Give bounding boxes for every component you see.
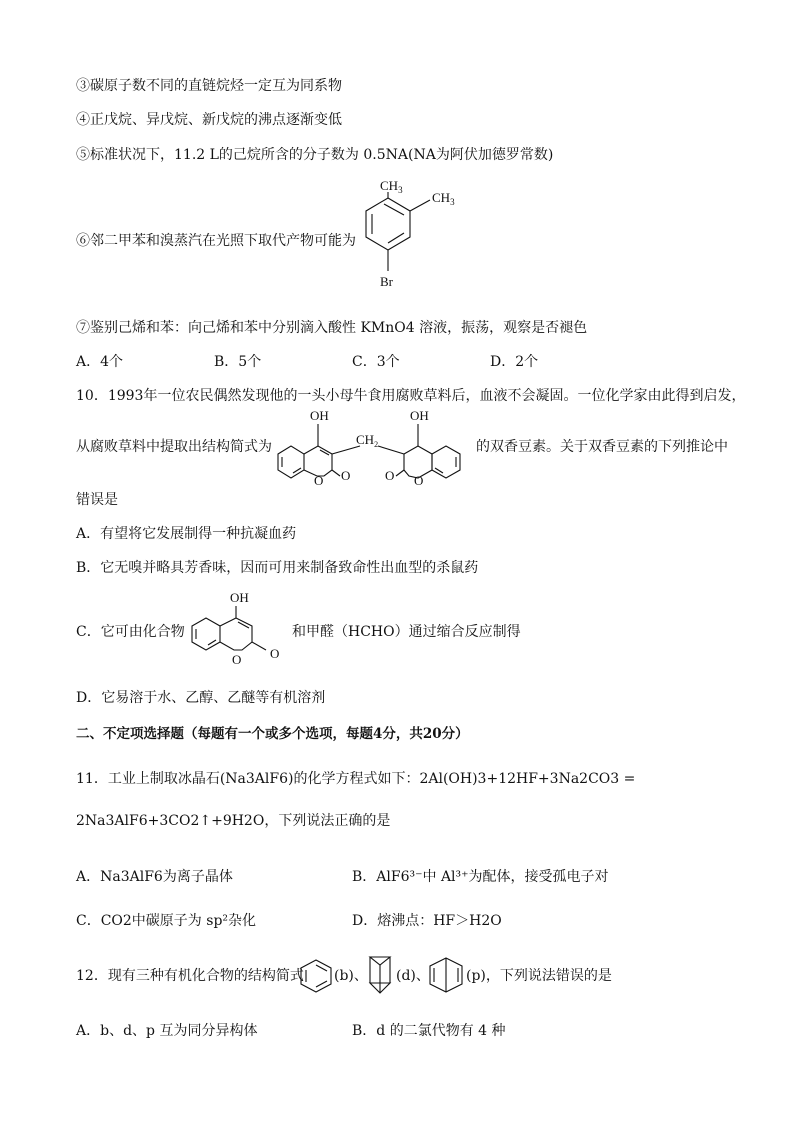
- statement-6: ⑥邻二甲苯和溴蒸汽在光照下取代产物可能为: [76, 233, 356, 249]
- q11-line1: 11．工业上制取冰晶石(Na3AlF6)的化学方程式如下：2Al(OH)3+12HF+3Na2CO3 =: [76, 771, 636, 787]
- q10-option-d[interactable]: D．它易溶于水、乙醇、乙醚等有机溶剂: [76, 690, 326, 706]
- q12-p-label: (p)，下列说法错误的是: [466, 968, 612, 984]
- q9-option-d[interactable]: D．2个: [490, 354, 539, 370]
- o-ring-label-right: O: [414, 473, 424, 486]
- q10-option-c-after: 和甲醛（HCHO）通过缩合反应制得: [292, 624, 521, 640]
- dicoumarol-structure: [268, 406, 474, 486]
- ch3-right-label: $CH_3$: [432, 190, 455, 207]
- statement-3: ③碳原子数不同的直链烷烃一定互为同系物: [76, 78, 342, 94]
- statement-4: ④正戊烷、异戊烷、新戊烷的沸点逐渐变低: [76, 112, 342, 128]
- oh-label-right: OH: [410, 408, 429, 423]
- statement-5: ⑤标准状况下，11.2 L的己烷所含的分子数为 0.5NA(NA为阿伏加德罗常数): [76, 147, 554, 163]
- prismane-icon: [364, 953, 396, 997]
- br-label: Br: [380, 274, 393, 289]
- o-carbonyl-label: O: [270, 646, 280, 661]
- q12-option-b[interactable]: B．d 的二氯代物有 4 种: [352, 1023, 506, 1039]
- q9-option-a[interactable]: A．4个: [76, 354, 124, 370]
- q10-line1: 10．1993年一位农民偶然发现他的一头小母牛食用腐败草料后，血液不会凝固。一位化学家由此得到启发，: [76, 388, 746, 404]
- oh-label-left: OH: [310, 408, 329, 423]
- section-2-heading: 二、不定项选择题（每题有一个或多个选项，每题4分，共20分）: [76, 726, 469, 742]
- statement-7: ⑦鉴别己烯和苯：向己烯和苯中分别滴入酸性 KMnO4 溶液，振荡，观察是否褪色: [76, 320, 588, 336]
- q12-stem: 12．现有三种有机化合物的结构简式: [76, 968, 304, 984]
- q10-line2-before: 从腐败草料中提取出结构简式为: [76, 439, 272, 455]
- q10-option-b[interactable]: B．它无嗅并略具芳香味，因而可用来制备致命性出血型的杀鼠药: [76, 560, 479, 576]
- q10-line2-after: 的双香豆素。关于双香豆素的下列推论中: [476, 439, 728, 455]
- q11-line2: 2Na3AlF6+3CO2↑+9H2O，下列说法正确的是: [76, 813, 391, 829]
- ch2-label: $CH_2$: [356, 432, 379, 449]
- hydroxycoumarin-structure: [182, 590, 292, 672]
- ch3-top-label: $CH_3$: [380, 178, 403, 195]
- o-carbonyl-label-right: O: [385, 468, 395, 483]
- q11-option-d[interactable]: D．熔沸点：HF＞H2O: [352, 913, 502, 929]
- q11-option-b[interactable]: B．AlF6³⁻中 Al³⁺为配体，接受孤电子对: [352, 869, 609, 885]
- bromo-xylene-structure: [352, 178, 472, 303]
- q9-option-c[interactable]: C．3个: [352, 354, 400, 370]
- q10-option-a[interactable]: A．有望将它发展制得一种抗凝血药: [76, 526, 297, 542]
- q12-option-a[interactable]: A．b、d、p 互为同分异构体: [76, 1023, 258, 1039]
- q9-option-b[interactable]: B．5个: [214, 354, 262, 370]
- q10-option-c-before[interactable]: C．它可由化合物: [76, 624, 185, 640]
- q12-d-label: (d)、: [396, 968, 430, 984]
- q12-b-label: (b)、: [334, 968, 368, 984]
- q11-option-a[interactable]: A．Na3AlF6为离子晶体: [76, 869, 233, 885]
- o-carbonyl-label-left: O: [341, 468, 351, 483]
- dewar-benzene-icon: [426, 955, 466, 995]
- o-ring-label: O: [232, 652, 242, 667]
- q10-line3: 错误是: [76, 492, 118, 508]
- o-ring-label-left: O: [314, 473, 324, 486]
- benzene-icon: [298, 957, 334, 995]
- q11-option-c[interactable]: C．CO2中碳原子为 sp²杂化: [76, 913, 257, 929]
- oh-label: OH: [230, 590, 249, 605]
